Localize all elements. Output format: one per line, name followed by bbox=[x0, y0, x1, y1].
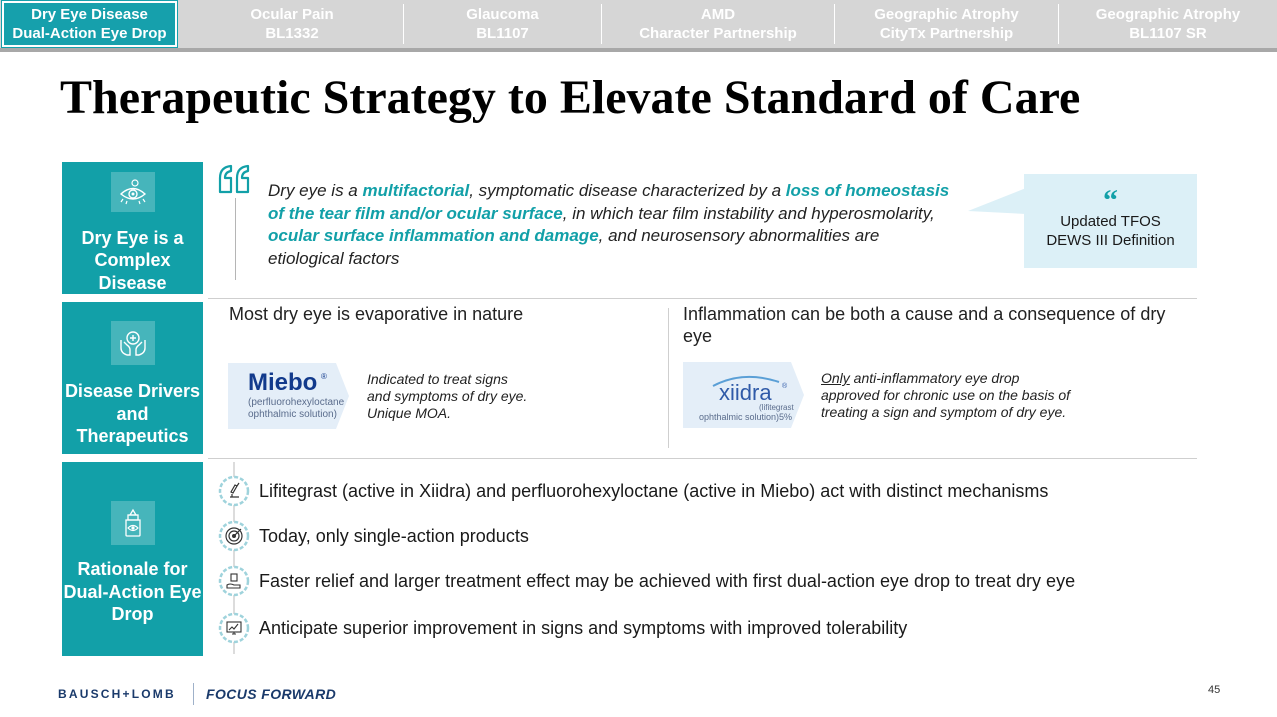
tab-geographic-atrophy-bl1107sr[interactable] bbox=[1059, 0, 1277, 48]
tab-ocular-pain[interactable] bbox=[182, 0, 402, 48]
definition-text: , in which tear film instability and hyperosmolarity, bbox=[562, 203, 935, 223]
hands-heart-icon bbox=[111, 321, 155, 365]
section-label-text: Disease Drivers and Therapeutics bbox=[64, 381, 201, 446]
definition-text: Dry eye is a bbox=[268, 181, 363, 200]
xiidra-logo-registered: ® bbox=[782, 383, 788, 390]
note-line: approved for chronic use on the basis of bbox=[821, 387, 1071, 403]
medicine-hand-icon bbox=[218, 565, 250, 597]
tab-line1: AMD bbox=[700, 6, 736, 23]
rationale-bullet bbox=[218, 612, 907, 644]
miebo-logo-sub1: (perfluorohexyloctane bbox=[248, 397, 345, 408]
evaporative-heading: Most dry eye is evaporative in nature bbox=[229, 304, 524, 324]
tab-line2: BL1107 SR bbox=[1129, 25, 1207, 42]
tab-line1: Geographic Atrophy bbox=[1095, 6, 1241, 23]
callout-line2: DEWS III Definition bbox=[1046, 232, 1175, 249]
miebo-logo-registered: ® bbox=[321, 372, 327, 381]
rationale-bullet bbox=[218, 520, 529, 552]
rationale-bullet bbox=[218, 565, 1075, 597]
focus-forward-tagline: FOCUS FORWARD bbox=[206, 686, 337, 702]
tab-geographic-atrophy-citytx[interactable] bbox=[835, 0, 1058, 48]
definition-text: , and neurosensory abnormalities are etiological factors bbox=[268, 226, 880, 268]
quote-bar bbox=[235, 198, 236, 280]
tab-line2: Character Partnership bbox=[639, 25, 797, 42]
tab-line2: BL1107 bbox=[476, 25, 529, 42]
section-label-text: Rationale for Dual-Action Eye Drop bbox=[63, 559, 202, 624]
eye-icon bbox=[111, 172, 155, 212]
note-line: and symptoms of dry eye. bbox=[367, 388, 528, 404]
bullet-text: Lifitegrast (active in Xiidra) and perfluorohexyloctane (active in Miebo) act with distinct mechanisms bbox=[259, 481, 1049, 501]
miebo-logo-sub2: ophthalmic solution) bbox=[248, 409, 337, 420]
callout-line1: Updated TFOS bbox=[1060, 213, 1161, 230]
bullet-text: Anticipate superior improvement in signs and symptoms with improved tolerability bbox=[259, 618, 908, 638]
bullet-text: Faster relief and larger treatment effect may be achieved with first dual-action eye drop to treat dry eye bbox=[259, 571, 1076, 591]
definition-highlight: ocular surface inflammation and damage bbox=[268, 226, 599, 245]
definition-text: , symptomatic disease characterized by a bbox=[469, 181, 786, 200]
tab-line2: BL1332 bbox=[265, 25, 319, 42]
footer-separator bbox=[193, 683, 194, 705]
page-title: Therapeutic Strategy to Elevate Standard of Care bbox=[60, 71, 1081, 124]
section-label-disease-drivers bbox=[62, 302, 203, 454]
microscope-icon bbox=[218, 475, 250, 507]
note-line: Indicated to treat signs bbox=[367, 371, 508, 387]
xiidra-indication-note bbox=[821, 370, 1111, 421]
section-label-rationale bbox=[62, 462, 203, 656]
miebo-logo-text: Miebo bbox=[248, 369, 318, 396]
callout-pointer bbox=[968, 174, 1026, 214]
dry-eye-definition bbox=[268, 180, 958, 270]
tab-line1: Dry Eye Disease bbox=[31, 6, 148, 23]
rationale-bullet bbox=[218, 475, 1048, 507]
xiidra-logo-text: xiidra bbox=[719, 380, 772, 405]
tfos-dews-callout bbox=[1024, 174, 1197, 268]
note-text: anti-inflammatory eye drop bbox=[849, 370, 1020, 386]
tab-line1: Geographic Atrophy bbox=[874, 6, 1019, 23]
definition-highlight: multifactorial bbox=[362, 181, 470, 200]
section-label-complex-disease bbox=[62, 162, 203, 294]
tab-line2: Dual-Action Eye Drop bbox=[12, 25, 167, 42]
note-line: treating a sign and symptom of dry eye. bbox=[821, 404, 1067, 420]
column-divider bbox=[668, 308, 669, 448]
divider bbox=[208, 298, 1197, 299]
note-line: Unique MOA. bbox=[367, 405, 452, 421]
note-line bbox=[821, 370, 1111, 387]
bausch-lomb-logo: BAUSCH+LOMB bbox=[58, 687, 176, 701]
monitor-chart-icon bbox=[218, 612, 250, 644]
definition-highlight: loss of homeostasis of the tear film and/or ocular surface bbox=[268, 181, 950, 223]
tab-amd[interactable] bbox=[602, 0, 834, 48]
miebo-logo bbox=[228, 363, 350, 429]
bullet-text: Today, only single-action products bbox=[259, 526, 529, 546]
miebo-indication-note bbox=[367, 371, 567, 422]
tab-line1: Ocular Pain bbox=[250, 6, 334, 23]
section-label-text: Dry Eye is a Complex Disease bbox=[81, 227, 184, 293]
tab-line1: Glaucoma bbox=[466, 6, 539, 23]
target-icon bbox=[218, 520, 250, 552]
divider bbox=[208, 458, 1197, 459]
xiidra-logo-sub2: ophthalmic solution)5% bbox=[699, 412, 793, 422]
xiidra-logo bbox=[683, 362, 805, 428]
page-number: 45 bbox=[1208, 684, 1221, 696]
eye-drop-icon bbox=[111, 501, 155, 545]
tab-bar-underline bbox=[0, 48, 1277, 52]
inflammation-heading: Inflammation can be both a cause and a consequence of dry eye bbox=[683, 304, 1166, 346]
quote-icon: “ bbox=[1103, 184, 1118, 217]
note-emphasis: Only bbox=[821, 370, 850, 386]
tab-dry-eye-disease[interactable] bbox=[2, 1, 177, 47]
xiidra-logo-sub1: (lifitegrast bbox=[759, 403, 794, 412]
tab-line2: CityTx Partnership bbox=[879, 25, 1014, 42]
quote-open-icon bbox=[218, 164, 254, 199]
tab-glaucoma[interactable] bbox=[404, 0, 601, 48]
